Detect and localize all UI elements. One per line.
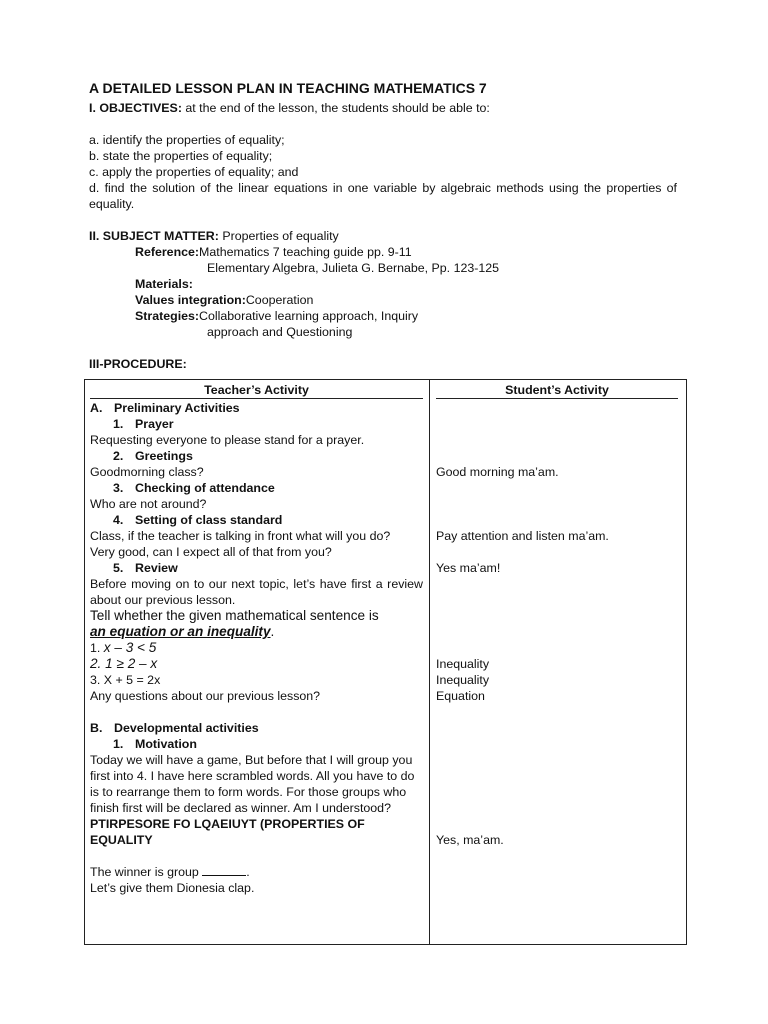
prayer-text: Requesting everyone to please stand for a prayer.	[90, 433, 365, 447]
review-item-3: 3. X + 5 = 2x	[90, 673, 161, 687]
motivation-text: Today we will have a game, But before that I will group you first into 4. I have here scrambled words. All you have to do is to rearrange them to form words. For those groups who finish first will be declared as winner. Am I understood?	[90, 753, 415, 815]
winner-line: The winner is group .	[90, 865, 250, 879]
document-title: A DETAILED LESSON PLAN IN TEACHING MATHEMATICS 7	[89, 80, 487, 96]
subject-matter-heading: II. SUBJECT MATTER:	[89, 229, 219, 243]
review-item-1: 1. x – 3 < 5	[90, 640, 157, 655]
section-a-heading: A. Preliminary Activities	[90, 401, 240, 415]
class-standard-heading: 4. Setting of class standard	[113, 513, 283, 527]
scrambled-words: PTIRPESORE FO LQAEIUYT (PROPERTIES OF EQUALITY	[90, 817, 365, 847]
objectives-heading: I. OBJECTIVES:	[89, 101, 182, 115]
reference-2: Elementary Algebra, Julieta G. Bernabe, Pp. 123-125	[207, 261, 500, 275]
materials-row	[89, 276, 677, 292]
reference-label: Reference:	[135, 245, 200, 259]
student-greeting: Good morning ma’am.	[436, 465, 559, 479]
reference-row	[89, 244, 677, 260]
greetings-heading: 2. Greetings	[113, 449, 193, 463]
student-column	[430, 380, 686, 944]
greetings-text: Goodmorning class?	[90, 465, 204, 479]
teacher-header: Teacher’s Activity	[90, 382, 423, 399]
strategies-label: Strategies:	[135, 309, 200, 323]
objective-item-d: d. find the solution of the linear equations in one variable by algebraic methods using the properties of equality.	[89, 181, 677, 211]
objective-item-c: c. apply the properties of equality; and	[89, 165, 299, 179]
strategies-1: Collaborative learning approach, Inquiry	[199, 309, 419, 323]
activity-table	[84, 379, 687, 945]
strategies-row	[89, 308, 677, 324]
objectives-intro: at the end of the lesson, the students should be able to:	[181, 101, 490, 115]
teacher-column	[85, 380, 430, 944]
student-header: Student’s Activity	[436, 382, 678, 399]
student-answer-1: Inequality	[436, 657, 490, 671]
student-answer-2: Inequality	[436, 673, 490, 687]
values-row	[89, 292, 677, 308]
subject-matter-line	[89, 228, 677, 244]
clap-line: Let’s give them Dionesia clap.	[90, 881, 255, 895]
review-question: Any questions about our previous lesson?	[90, 689, 321, 703]
review-text: Before moving on to our next topic, let’s have first a review about our previous lesson.	[90, 577, 423, 607]
reference-1: Mathematics 7 teaching guide pp. 9-11	[199, 245, 412, 259]
winner-blank	[202, 864, 246, 876]
review-instruction-2: an equation or an inequality.	[90, 624, 275, 639]
materials-label: Materials:	[135, 277, 193, 291]
student-understood: Yes, ma’am.	[436, 833, 504, 847]
student-answer-3: Equation	[436, 689, 485, 703]
attendance-text: Who are not around?	[90, 497, 207, 511]
motivation-heading: 1. Motivation	[113, 737, 197, 751]
review-item-2: 2. 1 ≥ 2 – x	[90, 656, 158, 671]
review-instruction: Tell whether the given mathematical sentence is	[90, 608, 379, 623]
attendance-heading: 3. Checking of attendance	[113, 481, 275, 495]
strategies-2: approach and Questioning	[207, 325, 353, 339]
lesson-plan-page	[89, 78, 677, 372]
class-standard-text-2: Very good, can I expect all of that from you?	[90, 545, 332, 559]
objective-item-b: b. state the properties of equality;	[89, 149, 273, 163]
review-heading: 5. Review	[113, 561, 178, 575]
student-expect: Yes ma’am!	[436, 561, 501, 575]
objective-item-a: a. identify the properties of equality;	[89, 133, 285, 147]
prayer-heading: 1. Prayer	[113, 417, 174, 431]
subject-matter-topic: Properties of equality	[218, 229, 339, 243]
objectives-line	[89, 100, 677, 116]
values-label: Values integration:	[135, 293, 246, 307]
procedure-heading: III-PROCEDURE:	[89, 357, 187, 371]
section-b-heading: B. Developmental activities	[90, 721, 259, 735]
class-standard-text: Class, if the teacher is talking in front what will you do?	[90, 529, 391, 543]
student-standard: Pay attention and listen ma’am.	[436, 529, 609, 543]
values-text: Cooperation	[245, 293, 314, 307]
